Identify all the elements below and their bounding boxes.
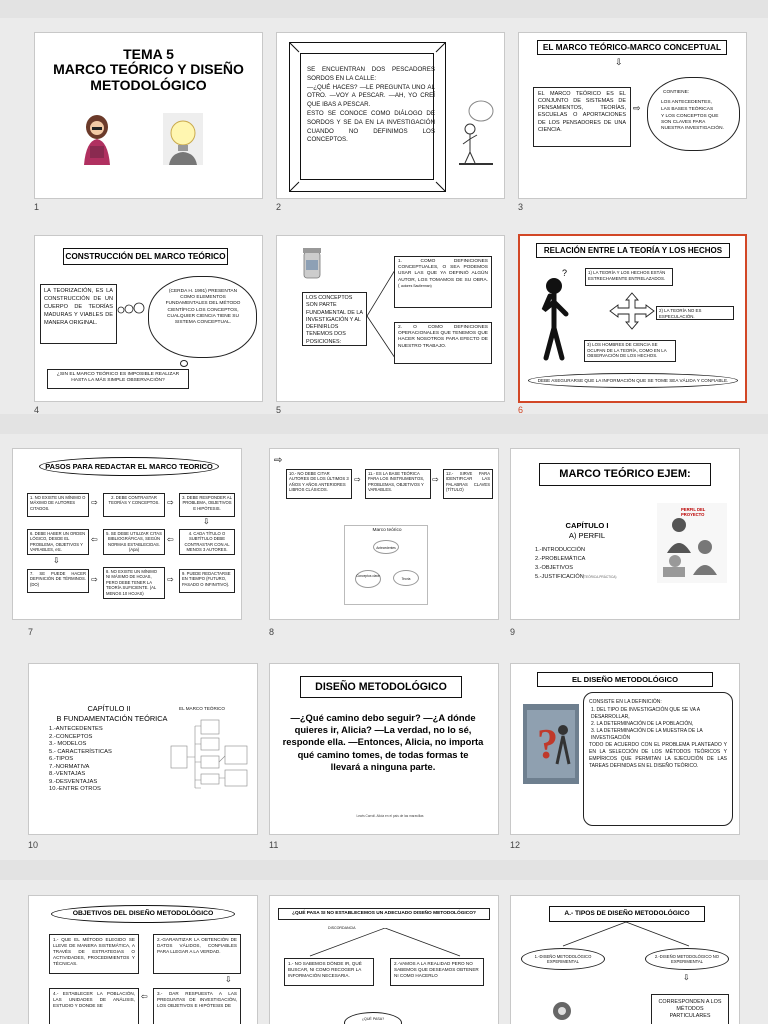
not-speculation-text: 2) LA TEORÍA NO ES ESPECULACIÓN. — [659, 308, 702, 319]
left-arrow-icon: ⇦ — [91, 535, 98, 544]
slide-number-7: 7 — [28, 627, 34, 637]
consequence-2: 2.-VAMOS A LA REALIDAD PERO NO SABEMOS QUE DESEAMOS OBTENER NI COMO HACERLO — [390, 958, 484, 986]
slide-thumbnail-1[interactable] — [34, 32, 263, 199]
right-arrow-icon: ⇨ — [91, 498, 98, 507]
slide-title: EL DISEÑO METODOLÓGICO — [537, 672, 713, 687]
objective-1: 1.- QUE EL MÉTODO ELEGIDO SE LLEVE DE MANERA SISTEMÁTICA, A TRAVÉS DE ESTRATEGIAS O ACTIVIDADES, PROCEDIMIENTOS Y TÉCNICAS. — [49, 934, 139, 974]
item-8: 9.-DESVENTAJAS — [49, 778, 98, 785]
slide-number-3: 3 — [518, 202, 524, 212]
scientists-text: 3) LOS HOMBRES DE CIENCIA SE OCUPAN DE LA TEORÍA, COMO EN LA OBSERVACIÓN DE LOS HECHOS. — [587, 342, 667, 359]
scientists-box — [584, 340, 676, 362]
down-arrow-icon: ⇩ — [203, 517, 210, 526]
step-6: 6. DEBE HABER UN ORDEN LÓGICO, DESDE EL PROBLEMA, OBJETIVOS Y VARIABLES, etc. — [27, 529, 89, 555]
slide-thumbnail-2[interactable] — [276, 32, 505, 199]
discordance-label: DISCORDANCIA — [328, 926, 356, 930]
left-arrow-icon: ⇦ — [141, 992, 148, 1001]
step-2: 2. DEBE CONTRASTAR TEORÍAS Y CONCEPTOS. — [103, 493, 165, 517]
design-type-2: 2.-DISEÑO METODOLÓGICO NO EXPERIMENTAL — [645, 948, 729, 970]
definition-text: EL MARCO TEÓRICO ES EL CONJUNTO DE SISTEMAS DE PENSAMIENTOS, TEORÍAS, ESCUELAS O APORTACIONES DE LOS PENSADORES DE UNA CIENCIA. — [538, 91, 626, 133]
bulb-head-illustration — [163, 113, 203, 165]
slide-thumbnail-11[interactable] — [269, 663, 499, 835]
jar-illustration — [301, 246, 323, 280]
slide-thumbnail-3[interactable] — [518, 32, 747, 199]
conceptual-definitions-source: autores Sautlerman) — [400, 283, 432, 288]
concepts-box — [302, 292, 367, 346]
step-8: 8. NO EXISTE UN MÍNIMO NI MÁXIMO DE HOJAS, PERO DEBE TENER LA TEORÍA SUFICIENTE. (AL MENOS 10 HOJAS) — [103, 567, 165, 599]
diagram-title: EL MARCO TEÓRICO — [179, 706, 225, 711]
box-10: 10.- NO DEBE CITAR AUTORES DE LOS ÚLTIMOS 3 AÑOS Y AÑOS ANTERIORES LIBROS CLÁSICOS. — [286, 469, 352, 499]
alice-quote: —¿Qué camino debo seguir? —¿A dónde quieres ir, Alicia? —La verdad, no lo sé, responde ella. —Entonces, Alicia, no importa qué camino tomes, de todas formas te llevará a ninguna parte. — [282, 712, 484, 772]
svg-text:?: ? — [537, 722, 558, 768]
chapter-heading: CAPÍTULO II — [87, 704, 131, 713]
step-3: 3. DEBE RESPONDER AL PROBLEMA, OBJETIVOS E HIPÓTESIS. — [179, 493, 235, 517]
step-1: 1. NO EXISTE UN MÍNIMO O MÁXIMO DE AUTORES CITADOS. — [27, 493, 89, 517]
concepts-cloud — [148, 276, 257, 358]
operational-definitions-text: 2. O COMO DEFINICIONES OPERACIONALES QUE TENEMOS QUE HACER NOSOTROS PARA EFECTO DE NUESTRO TRABAJO. — [398, 325, 488, 349]
diagram-node-3: Teoría — [393, 570, 419, 586]
cloud-heading: CONTIENE: — [663, 90, 690, 95]
step-4: 4. CADA TÍTULO O SUBTÍTULO DEBE CONTRASTAR CON AL MENOS 3 AUTORES. — [179, 529, 235, 555]
slide-thumbnail-15[interactable] — [510, 895, 740, 1024]
right-arrow-icon: ⇨ — [633, 103, 641, 113]
step-7: 7. SE PUEDE HACER DEFINICIÓN DE TÉRMINOS. (DO) — [27, 569, 89, 593]
slide-number-9: 9 — [510, 627, 516, 637]
item-1: 1.-ANTECEDENTES — [49, 726, 103, 732]
diagram-node-1: Antecedentes — [373, 540, 399, 554]
dialog-text: SE ENCUENTRAN DOS PESCADORES SORDOS EN LA CALLE: —¿QUÉ HACES? —LE PREGUNTA UNO AL OTRO. —VOY A PESCAR. —AH, YO CREÍ QUE IBAS A PESCAR. ESTO SE CONOCE COMO DIÁLOGO DE SORDOS Y SE DA EN LA INVESTIGACIÓN CUANDO NO DEFINIMOS LOS CONCEPTOS. — [307, 66, 435, 144]
contents-cloud — [647, 77, 740, 151]
question-cloud: ¿QUÉ PASA? — [344, 1012, 402, 1024]
concepts-text: LOS CONCEPTOS SON PARTE FUNDAMENTAL DE LA INVESTIGACIÓN Y AL DEFINIRLOS TENEMOS DOS POSICIONES: — [306, 295, 363, 345]
item-3: 3.- MODELOS — [49, 741, 87, 748]
cloud-item-3: Y LOS CONCEPTOS QUE SON CLAVES PARA NUESTRA INVESTIGACIÓN. — [661, 114, 724, 132]
reliability-oval — [528, 373, 738, 388]
not-speculation-box — [656, 306, 734, 320]
slide-title: CONSTRUCCIÓN DEL MARCO TEÓRICO — [63, 248, 228, 265]
items-list — [49, 726, 149, 794]
branch-lines — [551, 922, 701, 948]
thought-bubbles — [117, 302, 147, 316]
objective-2: 2.-GARANTIZAR LA OBTENCIÓN DE DATOS VÁLIDOS, CONFIABLES PARA LLEGAR A LA VERDAD. — [153, 934, 241, 974]
slide-title: RELACIÓN ENTRE LA TEORÍA Y LOS HECHOS — [536, 243, 730, 258]
slide-number-11: 11 — [269, 840, 279, 850]
operational-definitions-box — [394, 322, 492, 364]
slide-thumbnail-14[interactable] — [269, 895, 499, 1024]
item-1: 1.-INTRODUCCIÓN — [535, 547, 586, 553]
image-label: PERFIL DEL PROYECTO — [681, 507, 706, 518]
slide-number-10: 10 — [28, 840, 39, 850]
right-arrow-icon: ⇨ — [91, 575, 98, 584]
diagram-title: Marco teórico — [372, 528, 402, 533]
svg-text:?: ? — [562, 268, 568, 278]
cloud-tail-bubbles — [180, 360, 188, 367]
chapter-subheading: A) PERFIL — [568, 531, 606, 540]
question-mark-person-illustration — [523, 704, 579, 784]
slide-number-12: 12 — [510, 840, 521, 850]
diagram-node-2: Conceptos clave — [355, 570, 381, 588]
marco-teorico-diagram — [344, 525, 428, 605]
slide-title: TEMA 5 MARCO TEÓRICO Y DISEÑO METODOLÓGICO — [53, 46, 244, 93]
body-text: TODO DE ACUERDO CON EL PROBLEMA PLANTEADO Y EN LA SELECCIÓN DE LOS MÉTODOS TEÓRICOS Y EMPÍRICOS QUE PERMITAN LA EJECUCIÓN DE LAS TAREAS DEFINIDAS EN EL DISEÑO TEÓRICO. — [589, 742, 727, 770]
intro-text: CONSISTE EN LA DEFINICIÓN: — [589, 699, 662, 705]
down-arrow-icon: ⇩ — [53, 556, 60, 565]
slide-thumbnail-6-selected[interactable] — [518, 234, 747, 403]
item-4: 5.-JUSTIFICACIÓN — [535, 574, 584, 580]
step-5: 5. SE DEBE UTILIZAR CITAS BIBLIOGRÁFICAS, SEGÚN NORMAS ESTABLECIDAS. (Apa) — [103, 529, 165, 555]
woman-illustration — [80, 113, 114, 165]
item-3: 3. LA DETERMINACIÓN DE LA MUESTRA DE LA INVESTIGACIÓN — [591, 728, 703, 741]
question-text: ¿SIN EL MARCO TEÓRICO ES IMPOSIBLE REALIZAR HASTA LA MÁS SIMPLE OBSERVACIÓN? — [56, 372, 180, 384]
slide-number-1: 1 — [34, 202, 40, 212]
slide-thumbnail-7[interactable] — [12, 448, 242, 620]
cloud-item-2: LAS BASES TEÓRICAS — [661, 107, 714, 112]
theorization-box — [40, 284, 117, 344]
conceptual-definitions-text: 1. COMO DEFINICIONES CONCEPTUALES, O SEA PODEMOS USAR LAS QUE YA DEFINIÓ ALGÚN AUTOR, LOS TOMAMOS DE SU OBRA. ( — [398, 259, 488, 289]
conceptual-definitions-box — [394, 256, 492, 308]
objective-4: 4.- ESTABLECER LA POBLACIÓN, LAS UNIDADES DE ANÁLISIS, ESTUDIO Y DONDE SE — [49, 988, 139, 1024]
slide-number-2: 2 — [276, 202, 282, 212]
slide-title: OBJETIVOS DEL DISEÑO METODOLÓGICO — [51, 905, 235, 923]
slide-title: EL MARCO TEÓRICO-MARCO CONCEPTUAL — [537, 40, 727, 55]
slide-number-5: 5 — [276, 405, 282, 415]
slide-title: PASOS PARA REDACTAR EL MARCO TEORICO — [39, 457, 219, 476]
item-2: 2.-PROBLEMÁTICA — [535, 556, 586, 562]
chapter-subheading: B FUNDAMENTACIÓN TEÓRICA — [56, 714, 168, 723]
right-arrow-icon: ⇨ — [167, 575, 174, 584]
slide-thumbnail-5[interactable] — [276, 235, 505, 402]
cloud-item-1: LOS ANTECEDENTES, — [661, 100, 712, 105]
item-7: 8.-VENTAJAS — [49, 771, 86, 778]
slide-title: ¿QUÉ PASA SI NO ESTABLECEMOS UN ADECUADO DISEÑO METODOLÓGICO? — [278, 908, 490, 920]
question-box — [47, 369, 189, 389]
down-arrow-icon: ⇩ — [683, 973, 690, 982]
item-9: 10.-ENTRE OTROS — [49, 786, 101, 793]
slide-thumbnail-12[interactable] — [510, 663, 740, 835]
slide-number-6: 6 — [518, 405, 524, 415]
four-way-arrow-icon — [608, 292, 656, 330]
slide-thumbnail-9[interactable] — [510, 448, 740, 620]
item-5: 6.-TIPOS — [49, 756, 74, 763]
theorization-text: LA TEORIZACIÓN, ES LA CONSTRUCCIÓN DE UN CUERPO DE TEORÍAS MADURAS Y VIABLES DE MANERA ORIGINAL. — [44, 288, 113, 327]
definition-box — [533, 87, 631, 147]
reliability-text: DEBE ASEGURARSE QUE LA INFORMACIÓN QUE SE TOME SEA VÁLIDA Y CONFIABLE. — [537, 378, 729, 383]
slide-number-8: 8 — [269, 627, 275, 637]
box-11: 11.- ES LA BASE TEÓRICA PARA LOS INSTRUMENTOS, PROBLEMAS, OBJETIVOS Y VARIABLES. — [365, 469, 431, 499]
right-arrow-icon: ⇨ — [354, 475, 361, 484]
cloud-text: (CERDA H. 1991) PRESENTAN COMO ELEMENTOS FUNDAMENTALES DEL MÉTODO CIENTÍFICO LOS CONCEPTOS, CUALQUIER CIENCIA TIENE SU SISTEMA CONCEPTUAL. — [165, 289, 241, 326]
right-arrow-icon: ⇨ — [274, 455, 283, 466]
thinking-figure-illustration — [453, 97, 499, 167]
theory-facts-box — [585, 268, 673, 286]
slide-title: DISEÑO METODOLÓGICO — [300, 676, 462, 698]
gears-illustration — [551, 998, 573, 1024]
thinking-stick-figure-illustration — [536, 266, 580, 362]
consequence-1: 1.- NO SABEMOS DÓNDE IR, QUÉ BUSCAR, NI COMO RECOGER LA INFORMACIÓN NECESARIA. — [284, 958, 374, 986]
down-arrow-icon: ⇩ — [225, 975, 232, 984]
slide-thumbnail-13[interactable] — [28, 895, 258, 1024]
item-note: (TEÓRICA-PRÁCTICA) — [583, 575, 617, 579]
box-12: 12.- SIRVE PARA IDENTIFICAR LAS PALABRAS CLAVES (TÍTULO) — [443, 469, 493, 499]
theory-facts-text: 1) LA TEORÍA Y LOS HECHOS ESTÁN ESTRECHAMENTE ENTRELAZADOS. — [588, 270, 666, 281]
right-arrow-icon: ⇨ — [167, 498, 174, 507]
slide-title: A.- TIPOS DE DISEÑO METODOLÓGICO — [549, 906, 705, 922]
methods-box: CORRESPONDEN A LOS MÉTODOS PARTICULARES — [651, 994, 729, 1024]
item-4: 5.- CARACTERÍSTICAS — [49, 748, 112, 755]
right-arrow-icon: ⇨ — [432, 475, 439, 484]
item-2: 2. LA DETERMINACIÓN DE LA POBLACIÓN, — [591, 721, 694, 727]
objective-3: 3.- DAR RESPUESTA A LAS PREGUNTAS DE INVESTIGACIÓN, LOS OBJETIVOS E HIPÓTESIS DE — [153, 988, 241, 1024]
marco-teorico-tree-diagram — [169, 716, 253, 798]
item-2: 2.-CONCEPTOS — [49, 733, 93, 740]
left-arrow-icon: ⇦ — [167, 535, 174, 544]
slide-title: MARCO TEÓRICO EJEM: — [539, 463, 711, 486]
item-6: 7.-NORMATIVA — [49, 763, 90, 770]
slide-thumbnail-4[interactable] — [34, 235, 263, 402]
down-arrow-icon: ⇩ — [615, 57, 623, 67]
chapter-heading: CAPÍTULO I — [565, 521, 609, 530]
design-type-1: 1.-DISEÑO METODOLÓGICO EXPERIMENTAL — [521, 948, 605, 970]
branch-lines — [300, 928, 470, 958]
slide-thumbnail-10[interactable] — [28, 663, 258, 835]
branch-lines — [367, 266, 395, 366]
slide-number-4: 4 — [34, 405, 40, 415]
slide-thumbnail-8[interactable] — [269, 448, 499, 620]
quote-source: Lewis Carroll. Alicia en el país de las maravillas — [356, 814, 424, 818]
item-1: 1. DEL TIPO DE INVESTIGACIÓN QUE SE VA A DESARROLLAR, — [591, 707, 700, 720]
step-9: 9. PUEDE REDACTARSE EN TIEMPO (FUTURO, PASADO O INFINITIVO). — [179, 569, 235, 593]
item-3: 3.-OBJETIVOS — [535, 565, 573, 571]
